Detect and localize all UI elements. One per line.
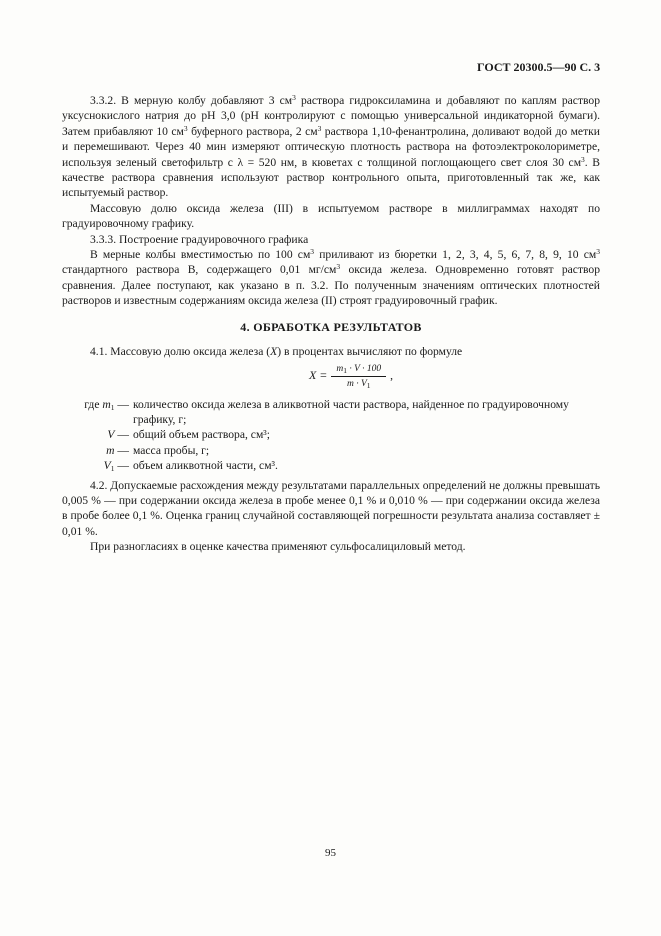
symbol: V xyxy=(107,428,115,442)
definition-text: масса пробы, г; xyxy=(133,443,210,457)
definition-label xyxy=(62,427,129,442)
definition-text: объем аликвотной части, см³. xyxy=(133,459,278,473)
dash: — xyxy=(114,459,129,473)
superscript: 3 xyxy=(310,247,315,257)
text-run: буферного раствора, 2 см xyxy=(187,124,318,138)
text-run: 4.1. Массовую долю оксида железа ( xyxy=(90,345,271,359)
paragraph-3-3-3-title: 3.3.3. Построение градуировочного графика xyxy=(90,232,309,246)
definition-m1 xyxy=(62,397,600,428)
formula-mass-fraction xyxy=(62,363,600,390)
formula-denominator xyxy=(342,377,376,390)
superscript: 3 xyxy=(183,123,188,133)
subscript: 1 xyxy=(110,402,115,412)
paragraph-4-1 xyxy=(62,344,600,359)
text-run: 3.3.2. В мерную колбу добавляют 3 см xyxy=(90,94,293,107)
paragraph-4-2: 4.2. Допускаемые расхождения между результатами параллельных определений не должны превышать 0,005 % — при содержании оксида железа в пробе менее 0,1 % и 0,010 % — при содержании оксида железа в пробе более 0,1 %. Оценка границ случайной составляющей погрешности результата анализа составляет ± 0,01 %. xyxy=(62,478,600,538)
text-run: стандартного раствора В, содержащего 0,01 мг/см xyxy=(62,263,337,277)
variable-x: X xyxy=(270,345,278,359)
denominator-vars: m · V xyxy=(346,378,367,389)
definition-label xyxy=(62,397,129,428)
prefix: где xyxy=(84,397,103,411)
dash: — xyxy=(114,397,129,411)
text-run: ) в процентах вычисляют по формуле xyxy=(277,345,463,359)
text-run: раствора гидроксиламина и добавляют по каплям раствор уксуснокислого натрия до pH 3,0 (pH контролируют с помощью универсальной индикаторной бумаги). Затем прибавляют 10 см xyxy=(62,94,601,138)
variable-definitions xyxy=(62,397,600,474)
formula-lhs: X = xyxy=(308,368,328,383)
paragraph-3-3-3-body xyxy=(62,247,600,309)
definition-V xyxy=(62,427,600,442)
section-4-heading: 4. ОБРАБОТКА РЕЗУЛЬТАТОВ xyxy=(240,319,422,334)
subscript: 1 xyxy=(110,464,115,474)
definition-V1 xyxy=(62,458,600,473)
symbol: m xyxy=(106,443,115,457)
dash: — xyxy=(114,428,129,442)
definition-m xyxy=(62,443,600,458)
text-run: раствора 1,10-фенантролина, доливают водой до метки и перемешивают. Через 40 мин измеряют оптическую плотность раствора на фотоэлектроколориметре, используя зеленый светофильтр с λ = 520 нм, в кюветах с толщиной поглощающего свет слоя 30 см xyxy=(62,124,600,169)
formula-tail: , xyxy=(390,369,394,383)
superscript: 3 xyxy=(596,247,600,257)
text-run: . В качестве раствора сравнения используют раствор контрольного опыта, приготовленный так же, как испытуемый раствор. xyxy=(62,155,600,200)
paragraph-3-3-2 xyxy=(62,93,600,201)
symbol: m xyxy=(102,397,111,411)
numerator-rest: · V · 100 xyxy=(347,363,382,374)
page-number: 95 xyxy=(325,847,336,859)
symbol: V xyxy=(103,459,111,473)
superscript: 3 xyxy=(292,93,296,102)
dash: — xyxy=(114,443,129,457)
superscript: 3 xyxy=(317,123,322,133)
text-run: В мерные колбы вместимостью по 100 см xyxy=(90,248,311,262)
page-header-code: ГОСТ 20300.5—90 С. 3 xyxy=(477,60,601,74)
definition-text: общий объем раствора, см³; xyxy=(133,428,270,442)
subscript: 1 xyxy=(366,380,371,390)
paragraph-mass-fraction: Массовую долю оксида железа (III) в испытуемом растворе в миллиграммах находят по градуировочному графику. xyxy=(62,201,600,231)
paragraph-disagreement: При разногласиях в оценке качества применяют сульфосалициловый метод. xyxy=(90,540,466,554)
document-body xyxy=(62,93,600,555)
var-m: m xyxy=(336,363,344,374)
definition-label xyxy=(62,443,129,458)
formula-numerator xyxy=(331,363,386,377)
definition-label xyxy=(62,458,129,473)
superscript: 3 xyxy=(336,262,341,272)
text-run: приливают из бюретки 1, 2, 3, 4, 5, 6, 7, 8, 9, 10 см xyxy=(314,248,597,262)
formula-fraction xyxy=(331,363,386,390)
text-run: оксида железа. Одновременно готовят раствор сравнения. Далее поступают, как указано в п. 3.2. По полученным значениям оптических плотностей растворов и известным содержаниям оксида железа (II) строят градуировочный график. xyxy=(62,263,600,308)
superscript: 3 xyxy=(581,154,585,164)
definition-text: количество оксида железа в аликвотной части раствора, найденное по градуировочному графику, г; xyxy=(133,397,569,426)
subscript: 1 xyxy=(343,365,347,375)
